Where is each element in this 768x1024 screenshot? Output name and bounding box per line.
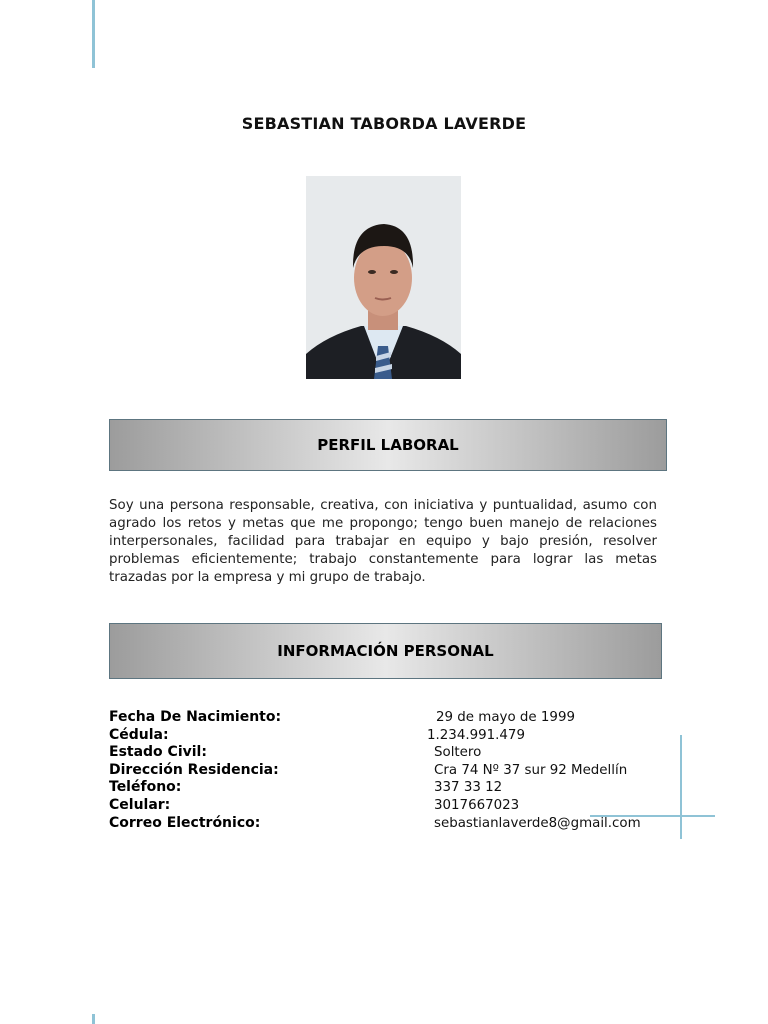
personal-info-list [109, 709, 669, 832]
perfil-laboral-text: Soy una persona responsable, creativa, con iniciativa y puntualidad, asumo con agrado los retos y metas que me propongo; tengo buen manejo de relaciones interpersonales, facilidad para trabajar en equipo y bajo presión, resolver problemas eficientemente; trabajo constantemente para lograr las metas trazadas por la empresa y mi grupo de trabajo. [109, 498, 657, 585]
info-value: 3017667023 [434, 797, 520, 813]
informacion-personal-title: INFORMACIÓN PERSONAL [277, 642, 494, 660]
info-label: Dirección Residencia: [109, 761, 279, 778]
info-label: Estado Civil: [109, 744, 207, 761]
info-value: 29 de mayo de 1999 [436, 710, 575, 725]
info-label: Fecha De Nacimiento: [109, 709, 282, 725]
candidate-name: SEBASTIAN TABORDA LAVERDE [241, 114, 527, 133]
info-row-id [109, 727, 669, 745]
info-row-address [109, 762, 669, 780]
profile-photo [306, 176, 461, 379]
decorative-line-bottom [92, 1014, 95, 1024]
info-row-mobile [109, 797, 669, 815]
info-label: Cédula: [109, 726, 169, 743]
info-row-civil-status [109, 744, 669, 762]
info-label: Celular: [109, 796, 171, 813]
info-row-birthdate [109, 709, 669, 727]
info-value: Cra 74 Nº 37 sur 92 Medellín [434, 762, 628, 778]
decorative-cross-vertical [680, 735, 682, 839]
email-link[interactable]: sebastianlaverde8@gmail.com [434, 815, 641, 831]
perfil-laboral-header [109, 419, 667, 471]
info-value: 337 33 12 [434, 780, 503, 796]
info-row-email [109, 815, 669, 833]
info-value: 1.234.991.479 [427, 727, 525, 743]
decorative-line-top [92, 0, 95, 68]
informacion-personal-header [109, 623, 662, 679]
info-row-phone [109, 779, 669, 797]
info-value: Soltero [434, 745, 482, 761]
info-label: Correo Electrónico: [109, 814, 261, 831]
perfil-laboral-title: PERFIL LABORAL [317, 436, 459, 454]
info-label: Teléfono: [109, 779, 182, 796]
